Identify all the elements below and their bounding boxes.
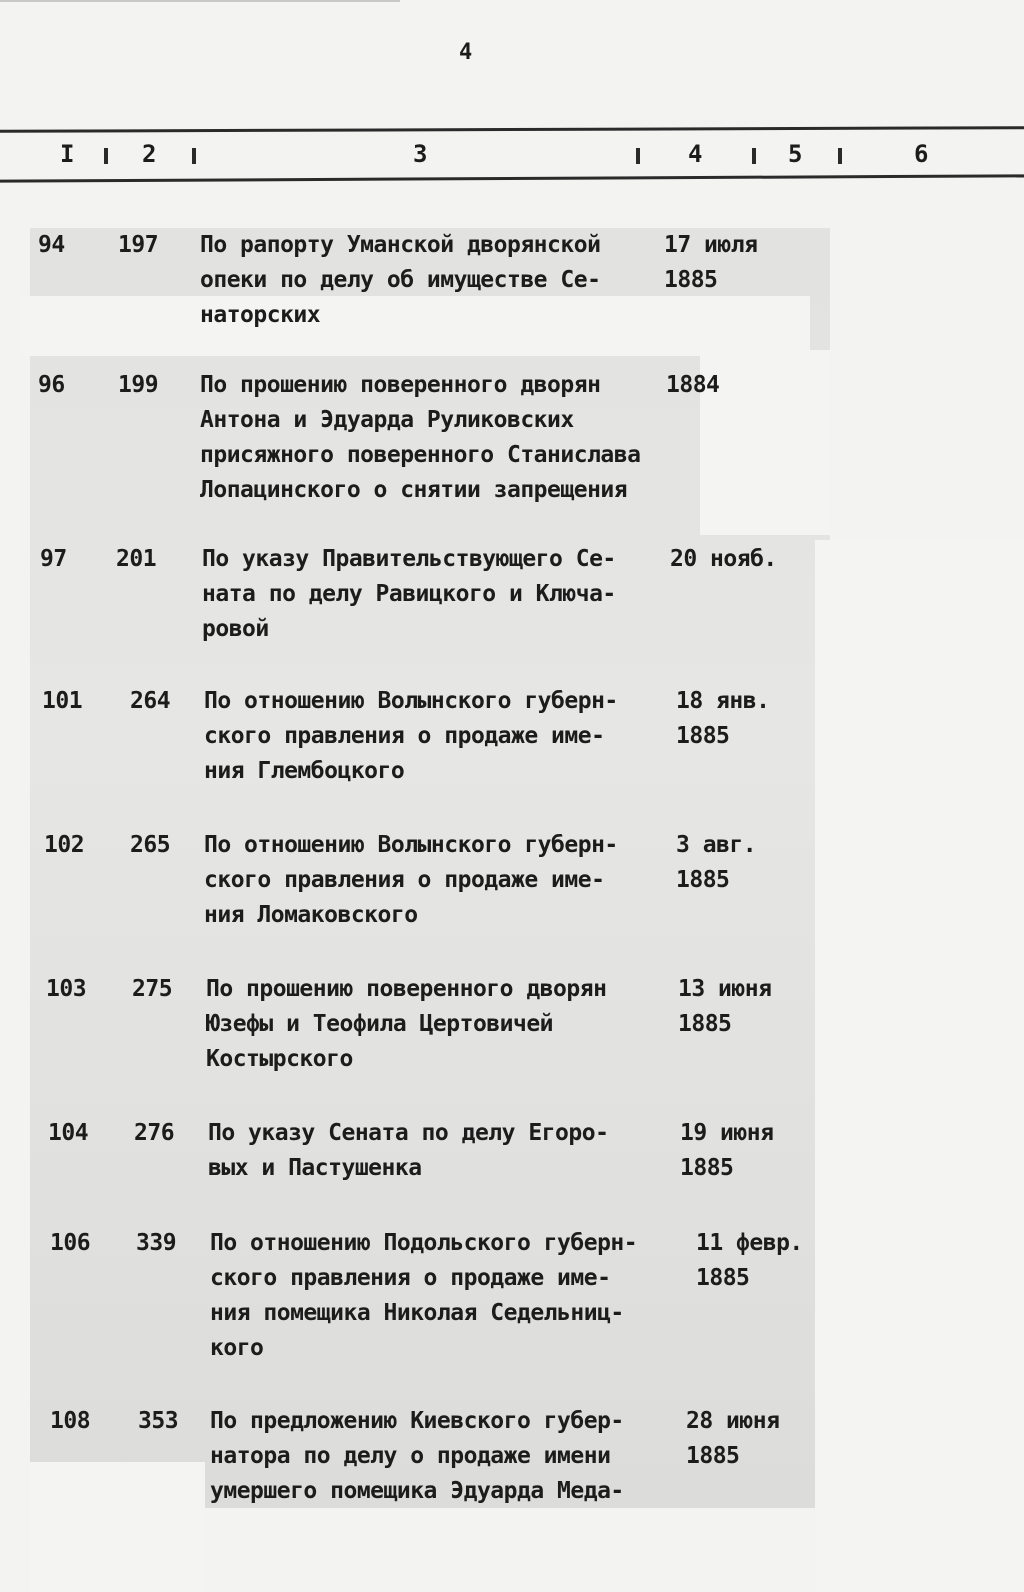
case-number: 353	[138, 1408, 179, 1434]
date-line: 1884	[666, 372, 720, 398]
entry-number: 101	[42, 688, 83, 714]
description-line: По прошению поверенного дворян	[206, 976, 607, 1002]
column-divider	[838, 148, 842, 164]
description-line: присяжного поверенного Станислава	[200, 442, 641, 468]
description-line: По отношению Волынского губерн-	[204, 688, 618, 714]
date-line: 13 июня	[678, 976, 772, 1002]
entry-description	[200, 368, 680, 508]
date-line: 1885	[664, 267, 718, 293]
description-line: По отношению Волынского губерн-	[204, 832, 618, 858]
column-divider	[192, 148, 196, 164]
description-line: Костырского	[206, 1046, 353, 1072]
entry-date	[686, 1404, 836, 1474]
page-number: 4	[459, 40, 473, 65]
entry-description	[208, 1116, 688, 1186]
entry-description	[200, 228, 680, 333]
description-line: По рапорту Уманской дворянской	[200, 232, 601, 258]
entry-description	[210, 1226, 690, 1366]
entry-description	[206, 972, 686, 1077]
description-line: натора по делу о продаже имени	[210, 1443, 611, 1469]
column-divider	[636, 148, 640, 164]
entry-date	[696, 1226, 846, 1296]
column-header-3: 3	[413, 140, 428, 168]
entry-number: 102	[44, 832, 85, 858]
entry-number: 96	[38, 372, 65, 398]
column-divider	[752, 148, 756, 164]
entry-number: 103	[46, 976, 87, 1002]
entry-description	[202, 542, 682, 647]
description-line: наторских	[200, 302, 321, 328]
header-rule-top	[0, 126, 1024, 133]
date-line: 1885	[676, 867, 730, 893]
entry-number: 108	[50, 1408, 91, 1434]
date-line: 1885	[678, 1011, 732, 1037]
entry-description	[204, 828, 684, 933]
entry-date	[676, 684, 826, 754]
description-line: ского правления о продаже име-	[204, 723, 605, 749]
column-header-1: I	[60, 140, 75, 168]
description-line: кого	[210, 1335, 264, 1361]
case-number: 199	[118, 372, 159, 398]
date-line: 3 авг.	[676, 832, 757, 858]
entry-date	[680, 1116, 830, 1186]
description-line: ния помещика Николая Седельниц-	[210, 1300, 624, 1326]
date-line: 28 июня	[686, 1408, 780, 1434]
description-line: ната по делу Равицкого и Ключа-	[202, 581, 616, 607]
entry-date	[670, 542, 820, 577]
description-line: Лопацинского о снятии запрещения	[200, 477, 628, 503]
entry-number: 97	[40, 546, 67, 572]
description-line: ского правления о продаже име-	[204, 867, 605, 893]
column-header-2: 2	[142, 140, 157, 168]
entry-number: 94	[38, 232, 65, 258]
scan-white-patch	[815, 540, 1024, 1592]
description-line: вых и Пастушенка	[208, 1155, 422, 1181]
description-line: ровой	[202, 616, 269, 642]
entry-number: 106	[50, 1230, 91, 1256]
scan-white-patch	[30, 1462, 205, 1592]
column-header-4: 4	[688, 140, 703, 168]
description-line: опеки по делу об имуществе Се-	[200, 267, 601, 293]
date-line: 18 янв.	[676, 688, 770, 714]
description-line: По прошению поверенного дворян	[200, 372, 601, 398]
date-line: 1885	[686, 1443, 740, 1469]
column-header-5: 5	[788, 140, 803, 168]
header-rule-bottom	[0, 174, 1024, 182]
case-number: 265	[130, 832, 171, 858]
entry-date	[666, 368, 816, 403]
description-line: По предложению Киевского губер-	[210, 1408, 624, 1434]
column-divider	[104, 148, 108, 164]
description-line: ния Ломаковского	[204, 902, 418, 928]
case-number: 276	[134, 1120, 175, 1146]
date-line: 1885	[696, 1265, 750, 1291]
entry-date	[664, 228, 814, 298]
date-line: 11 февр.	[696, 1230, 803, 1256]
description-line: По указу Сената по делу Егоро-	[208, 1120, 609, 1146]
entry-date	[678, 972, 828, 1042]
description-line: По указу Правительствующего Се-	[202, 546, 616, 572]
date-line: 19 июня	[680, 1120, 774, 1146]
column-header-6: 6	[914, 140, 929, 168]
case-number: 197	[118, 232, 159, 258]
date-line: 1885	[680, 1155, 734, 1181]
description-line: По отношению Подольского губерн-	[210, 1230, 638, 1256]
case-number: 339	[136, 1230, 177, 1256]
entry-description	[210, 1404, 690, 1509]
top-edge-line	[0, 0, 400, 2]
description-line: умершего помещика Эдуарда Меда-	[210, 1478, 624, 1504]
description-line: ния Глембоцкого	[204, 758, 405, 784]
entry-description	[204, 684, 684, 789]
description-line: Юзефы и Теофила Цертовичей	[206, 1011, 554, 1037]
case-number: 201	[116, 546, 157, 572]
entry-number: 104	[48, 1120, 89, 1146]
case-number: 264	[130, 688, 171, 714]
description-line: ского правления о продаже име-	[210, 1265, 611, 1291]
description-line: Антона и Эдуарда Руликовских	[200, 407, 574, 433]
date-line: 20 нояб.	[670, 546, 777, 572]
case-number: 275	[132, 976, 173, 1002]
entry-date	[676, 828, 826, 898]
date-line: 1885	[676, 723, 730, 749]
date-line: 17 июля	[664, 232, 758, 258]
